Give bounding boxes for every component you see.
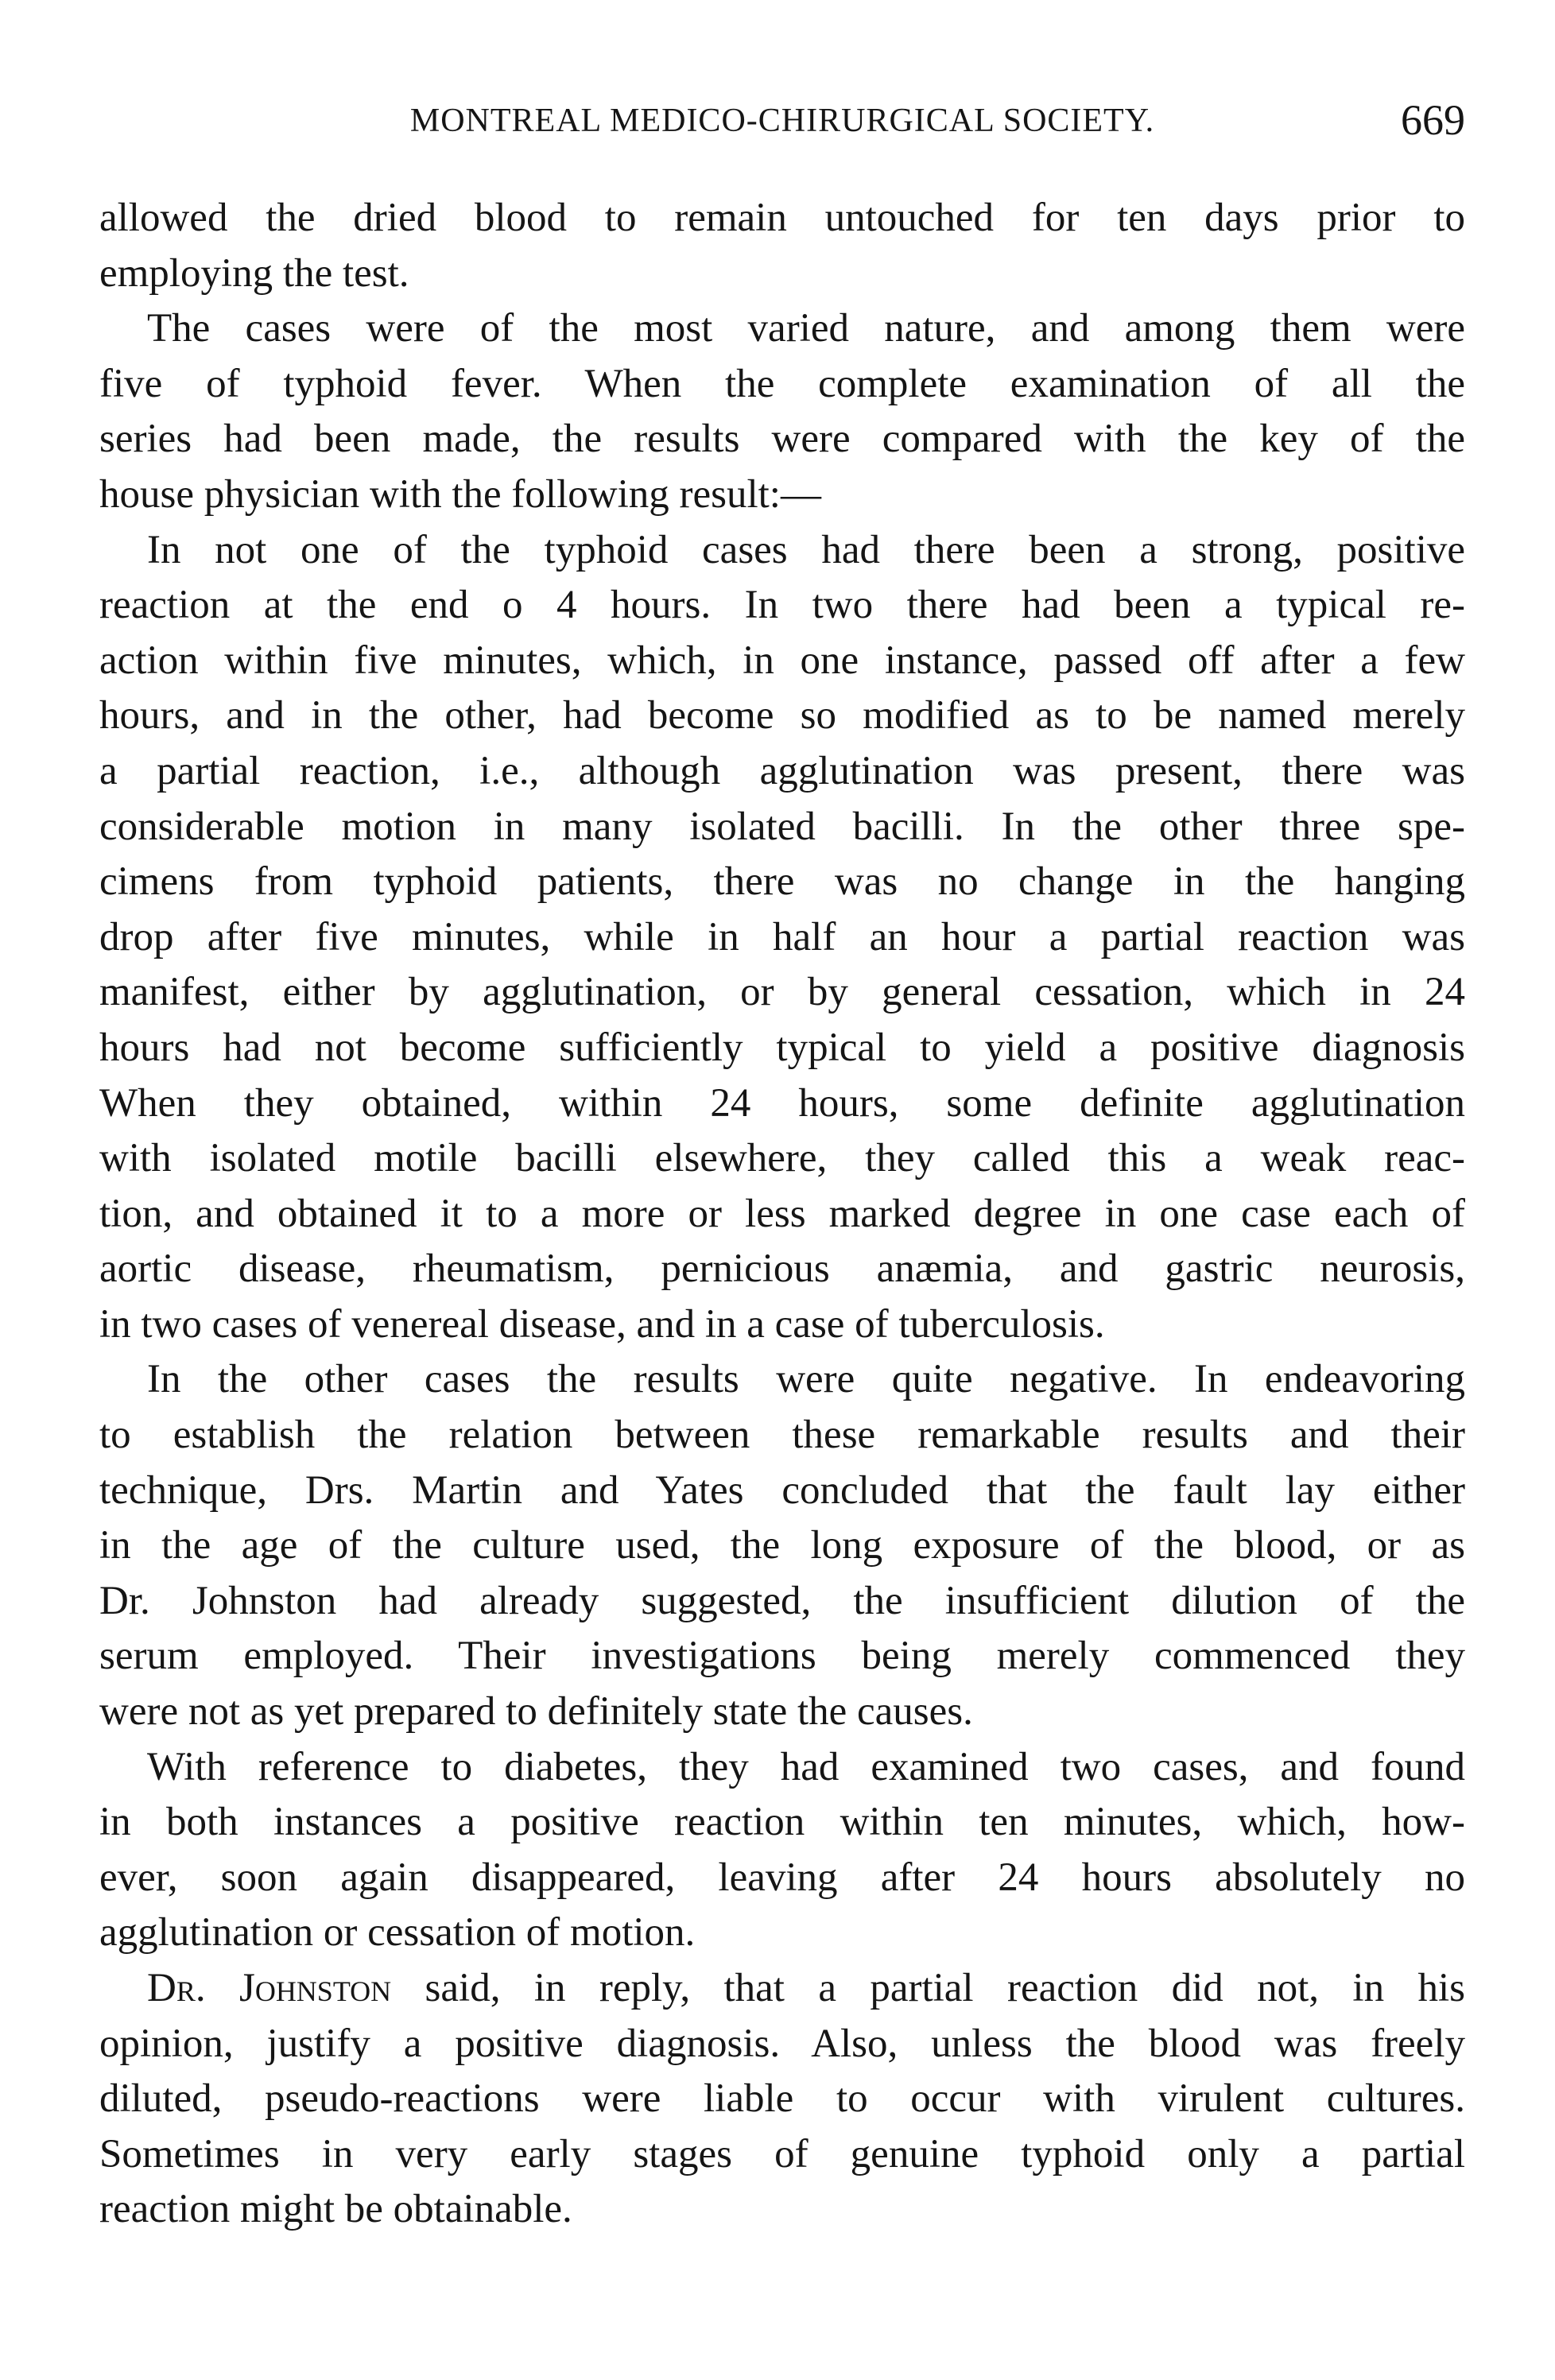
text-line: opinion, justify a positive diagnosis. Also, unless the blood was freely <box>99 2021 1465 2066</box>
paragraph-1 <box>99 191 1465 301</box>
paragraph-5 <box>99 1740 1465 1961</box>
text-line: a partial reaction, i.e., although agglutination was present, there was <box>99 748 1465 793</box>
text-line: In not one of the typhoid cases had there been a strong, positive <box>147 527 1465 572</box>
paragraph-3 <box>99 523 1465 1353</box>
text-line: action within five minutes, which, in one instance, passed off after a few <box>99 638 1465 683</box>
text-line: When they obtained, within 24 hours, some definite agglutination <box>99 1080 1465 1126</box>
text-line: with isolated motile bacilli elsewhere, they called this a weak reac- <box>99 1136 1465 1181</box>
text-line: series had been made, the results were compared with the key of the <box>99 417 1465 462</box>
text-line: hours, and in the other, had become so modified as to be named merely <box>99 693 1465 738</box>
text-line: house physician with the following result:— <box>99 471 821 517</box>
text-line: ever, soon again disappeared, leaving after 24 hours absolutely no <box>99 1855 1465 1900</box>
running-title: MONTREAL MEDICO-CHIRURGICAL SOCIETY. <box>409 103 1155 139</box>
paragraph-4 <box>99 1352 1465 1739</box>
text-line: In the other cases the results were quite negative. In endeavoring <box>147 1357 1465 1402</box>
text-line: aortic disease, rheumatism, pernicious anæmia, and gastric neurosis, <box>99 1246 1465 1292</box>
paragraph-2 <box>99 301 1465 522</box>
text-line: reaction at the end o 4 hours. In two there had been a typical re- <box>99 583 1465 628</box>
text-line: drop after five minutes, while in half an hour a partial reaction was <box>99 914 1465 959</box>
text-line: cimens from typhoid patients, there was no change in the hanging <box>99 859 1465 905</box>
text-line: allowed the dried blood to remain untouched for ten days prior to <box>99 196 1465 240</box>
text-line: technique, Drs. Martin and Yates concluded that the fault lay either <box>99 1467 1465 1513</box>
text-line: The cases were of the most varied nature, and among them were <box>147 306 1465 351</box>
body-text <box>99 191 1465 2238</box>
text-line: employing the test. <box>99 250 409 296</box>
text-line: in the age of the culture used, the long exposure of the blood, or as <box>99 1523 1465 1568</box>
text-line: Sometimes in very early stages of genuine typhoid only a partial <box>99 2131 1465 2176</box>
running-head <box>99 96 1465 149</box>
text-line: manifest, either by agglutination, or by general cessation, which in 24 <box>99 970 1465 1015</box>
text-line: Dr. Johnston had already suggested, the insufficient dilution of the <box>99 1578 1465 1623</box>
text-line: in two cases of venereal disease, and in a case of tuberculosis. <box>99 1301 1105 1347</box>
text-line: to establish the relation between these remarkable results and their <box>99 1413 1465 1458</box>
page-number: 669 <box>1401 96 1465 144</box>
text-line: were not as yet prepared to definitely state the causes. <box>99 1689 973 1735</box>
speaker-name: Dr. Johnston <box>147 1966 392 2010</box>
text-line <box>99 1961 1465 2017</box>
text-line: five of typhoid fever. When the complete examination of all the <box>99 361 1465 406</box>
text-line: agglutination or cessation of motion. <box>99 1910 696 1956</box>
paragraph-6 <box>99 1961 1465 2238</box>
text-line: hours had not become sufficiently typical to yield a positive diagnosis <box>99 1025 1465 1070</box>
text-line: serum employed. Their investigations being merely commenced they <box>99 1634 1465 1679</box>
text-line: considerable motion in many isolated bacilli. In the other three spe- <box>99 804 1465 849</box>
text-line-remainder: said, in reply, that a partial reaction did not, in his <box>391 1966 1465 2010</box>
text-line: tion, and obtained it to a more or less marked degree in one case each of <box>99 1191 1465 1236</box>
text-line: diluted, pseudo-reactions were liable to occur with virulent cultures. <box>99 2076 1465 2122</box>
text-line: reaction might be obtainable. <box>99 2187 572 2232</box>
text-line: in both instances a positive reaction within ten minutes, which, how- <box>99 1800 1465 1845</box>
text-line: With reference to diabetes, they had examined two cases, and found <box>147 1744 1465 1789</box>
